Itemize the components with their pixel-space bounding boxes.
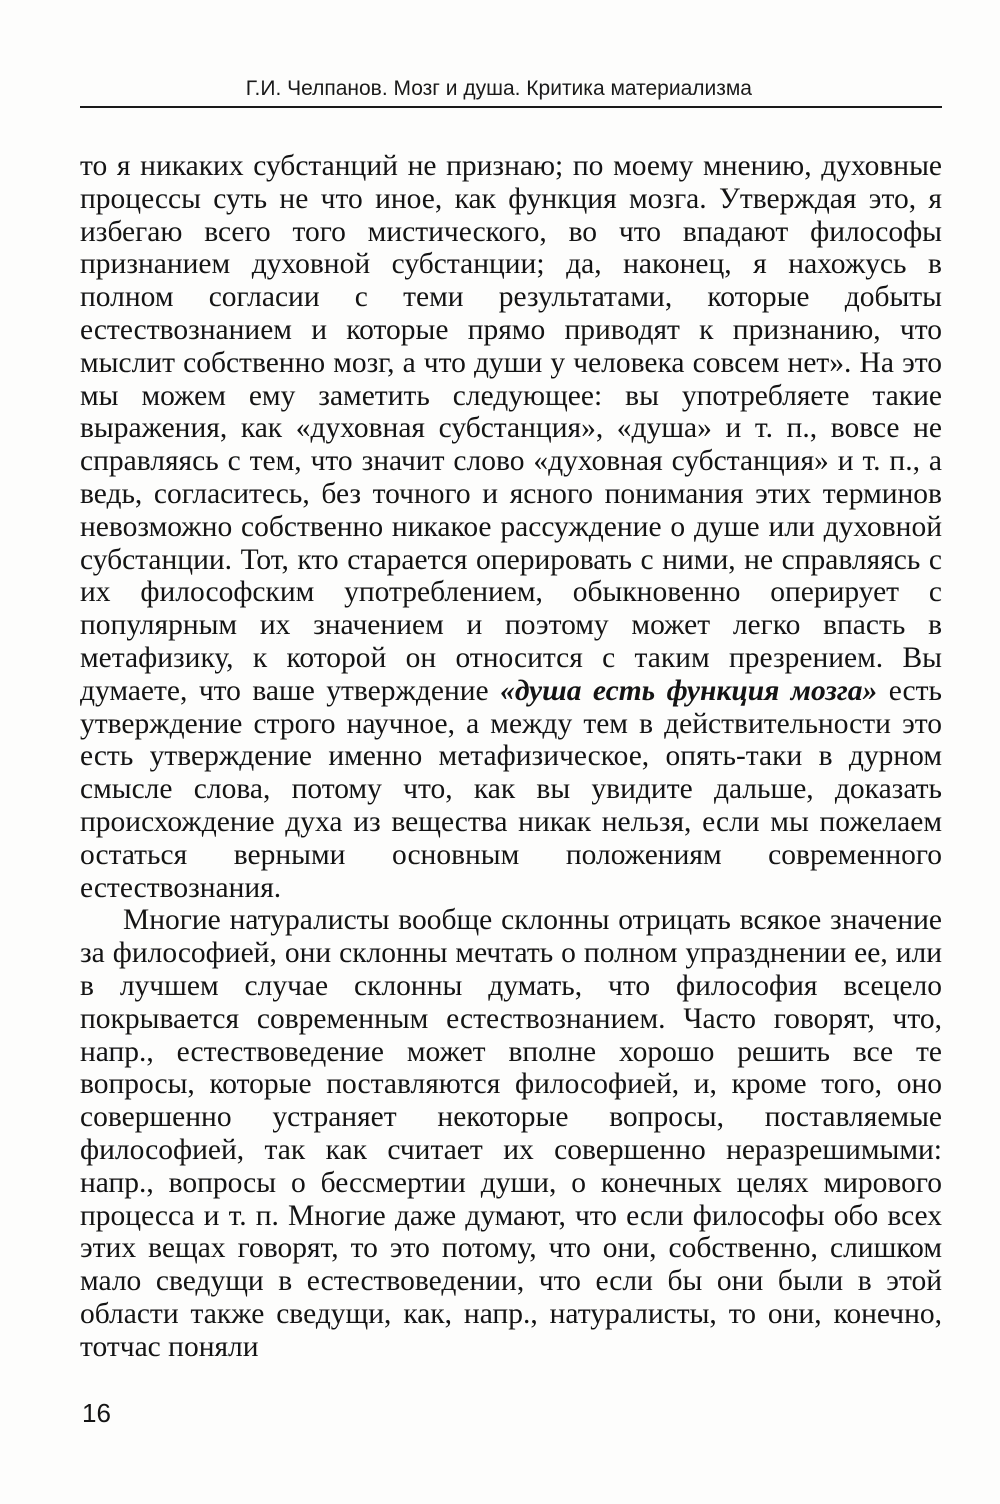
paragraph-text-after-emphasis: есть утверждение строго научное, а между тем в действительности это есть утверждение именно метафизическое, опять-таки в дурном смысле слова, потому что, как вы увидите дальше, доказать происхождение духа из вещества никак нельзя, если мы пожелаем остаться верными основным положениям современного естествознания.: [80, 674, 942, 904]
paragraph: Многие натуралисты вообще склонны отрицать всякое значение за философией, они склонны мечтать о полном упразднении ее, или в лучшем случае склонны думать, что философия всецело покрывается современным естествознанием. Часто говорят, что, напр., естествоведение может вполне хорошо решить все те вопросы, которые поставляются философией, и, кроме того, оно совершенно устраняет некоторые вопросы, поставляемые философией, так как считает их совершенно неразрешимыми: напр., вопросы о бессмертии души, о конечных целях мирового процесса и т. п. Многие даже думают, что если философы обо всех этих вещах говорят, то это потому, что они, собственно, слишком мало сведущи в естествоведении, что если бы они были в этой области также сведущи, как, напр., натуралисты, то они, конечно, тотчас поняли: [80, 904, 942, 1363]
running-header: [80, 76, 942, 108]
body-text: [80, 150, 942, 1363]
emphasized-quote: «душа есть функция мозга»: [500, 674, 878, 707]
running-title: Г.И. Челпанов. Мозг и душа. Критика материализма: [245, 77, 752, 100]
paragraph-continued: [80, 150, 942, 904]
paragraph-text-before-emphasis: то я никаких субстанций не признаю; по моему мнению, духовные процессы суть не что иное, как функция мозга. Утверждая это, я избегаю всего того мистического, во что впадают философы признанием духовной субстанции; да, наконец, я нахожусь в полном согласии с теми результатами, которые добыты естествознанием и которые прямо приводят к признанию, что мыслит собственно мозг, а что души у человека совсем нет». На это мы можем ему заметить следующее: вы употребляете такие выражения, как «духовная субстанция», «душа» и т. п., вовсе не справляясь с тем, что значит слово «духовная субстанция» и т. п., а ведь, согласитесь, без точного и ясного понимания этих терминов невозможно собственно никакое рассуждение о душе или духовной субстанции. Тот, кто старается оперировать с ними, не справляясь с их философским употреблением, обыкновенно оперирует с популярным их значением и поэтому может легко впасть в метафизику, к которой он относится с таким презрением. Вы думаете, что ваше утверждение: [80, 150, 942, 707]
page-number: 16: [82, 1398, 111, 1428]
